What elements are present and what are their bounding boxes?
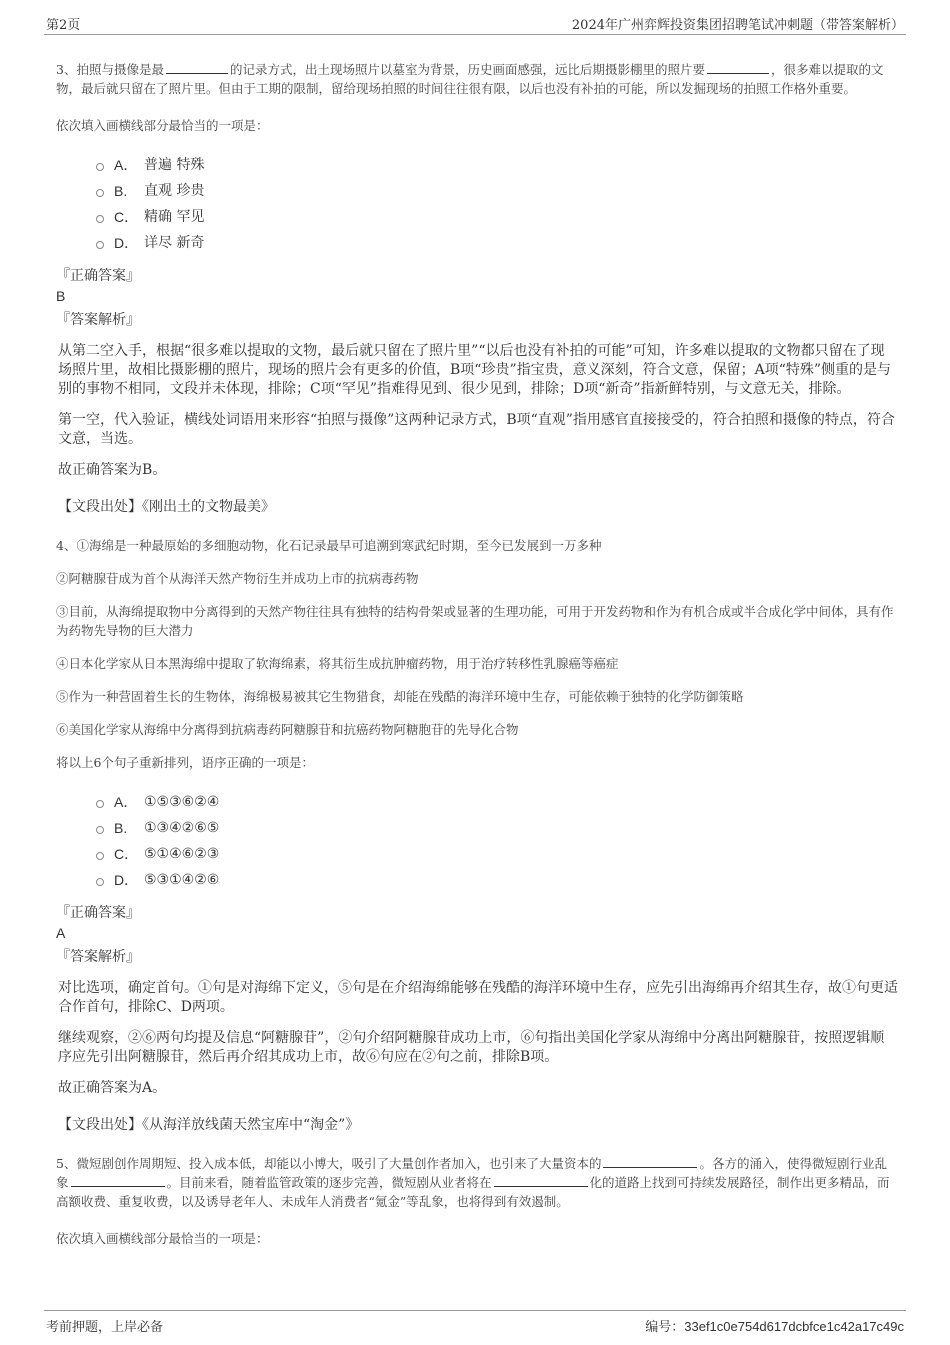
sentence: ⑥美国化学家从海绵中分离得到抗病毒药阿糖腺苷和抗癌药物阿糖胞苷的先导化合物: [56, 722, 519, 737]
radio-icon[interactable]: [96, 800, 104, 808]
radio-icon[interactable]: [96, 189, 104, 197]
option-a[interactable]: A． 普遍 特殊: [96, 152, 898, 178]
option-b[interactable]: B. ①③④②⑥⑤: [96, 815, 898, 841]
sentence: 4、①海绵是一种最原始的多细胞动物，化石记录最早可追溯到寒武纪时期，至今已发展到一万多种: [56, 538, 602, 553]
analysis-paragraph: 故正确答案为B。: [58, 462, 167, 478]
blank-line: [71, 1174, 165, 1187]
option-d[interactable]: D． ⑤③①④②⑥: [96, 867, 898, 893]
question-3-stem: 3、拍照与摄像是最 的记录方式，出土现场照片以墓室为背景，历史画面感强，远比后期摄影棚里的照片要 ，很多难以提取的文物，最后就只留在了照片里。但由于工期的限制，留给现场拍照的时间往往很有限，以后也没有补拍的可能，所以发掘现场的拍照工作格外重要。: [56, 62, 884, 96]
option-c[interactable]: C． ⑤①④⑥②③: [96, 841, 898, 867]
analysis-label: 『答案解析』: [56, 949, 140, 965]
blank-line: [707, 61, 769, 74]
analysis-paragraph: 从第二空入手，根据“很多难以提取的文物，最后就只留在了照片里”“以后也没有补拍的可能”可知，许多难以提取的文物都只留在了现场照片里，故相比摄影棚的照片，现场的照片会有更多的价值，B项“珍贵”指宝贵，意义深刻，符合文意，保留；A项“特殊”侧重的是与别的事物不相同，文段并未体现，排除；C项“罕见”指难得见到、很少见到，排除；D项“新奇”指新鲜特别，与文意无关，排除。: [58, 343, 892, 397]
option-d[interactable]: D． 详尽 新奇: [96, 230, 898, 256]
radio-icon[interactable]: [96, 826, 104, 834]
option-c[interactable]: C． 精确 罕见: [96, 204, 898, 230]
option-a[interactable]: A． ①⑤③⑥②④: [96, 789, 898, 815]
radio-icon[interactable]: [96, 215, 104, 223]
option-b[interactable]: B. 直观 珍贵: [96, 178, 898, 204]
document-body: [56, 60, 898, 1265]
analysis-paragraph: 故正确答案为A。: [58, 1080, 167, 1096]
analysis-paragraph: 继续观察，②⑥两句均提及信息“阿糖腺苷”，②句介绍阿糖腺苷成功上市，⑥句指出美国化学家从海绵中分离出阿糖腺苷，按照逻辑顺序应先引出阿糖腺苷，然后再介绍其成功上市，故⑥句应在②句之前，排除B项。: [58, 1030, 885, 1065]
footer-slogan: 考前押题，上岸必备: [46, 1320, 164, 1335]
blank-line: [166, 61, 228, 74]
answer-value: B: [56, 288, 66, 304]
question-4-ask: 将以上6个句子重新排列，语序正确的一项是：: [56, 755, 314, 770]
radio-icon[interactable]: [96, 852, 104, 860]
answer-label: 『正确答案』: [56, 905, 140, 921]
question-5-stem: 5、微短剧创作周期短、投入成本低，却能以小博大，吸引了大量创作者加入，也引来了大量资本的 。各方的涌入，使得微短剧行业乱象 。目前来看，随着监管政策的逐步完善，微短剧从业者将在 化的道路上找到可持续发展路径，制作出更多精品，而高额收费、重复收费，以及诱导老年人、未成年人消费者“氪金”等乱象，也将得到有效遏制。: [56, 1156, 890, 1209]
page-number: 第2页: [46, 18, 81, 33]
page-header: [44, 12, 906, 35]
question-3-options: [96, 152, 898, 256]
analysis-label: 『答案解析』: [56, 312, 140, 328]
radio-icon[interactable]: [96, 241, 104, 249]
radio-icon[interactable]: [96, 878, 104, 886]
page-footer: [44, 1310, 906, 1337]
answer-label: 『正确答案』: [56, 268, 140, 284]
source-line: 【文段出处】《从海洋放线菌天然宝库中“淘金”》: [58, 1117, 360, 1133]
question-3-ask: 依次填入画横线部分最恰当的一项是：: [56, 118, 269, 133]
analysis-paragraph: 对比选项，确定首句。①句是对海绵下定义，⑤句是在介绍海绵能够在残酷的海洋环境中生存，应先引出海绵再介绍其生存，故①句更适合作首句，排除C、D两项。: [58, 980, 898, 1015]
sentence: ③目前，从海绵提取物中分离得到的天然产物往往具有独特的结构骨架或显著的生理功能，可用于开发药物和作为有机合成或半合成化学中间体，具有作为药物先导物的巨大潜力: [56, 604, 894, 638]
document-title: 2024年广州弈辉投资集团招聘笔试冲刺题（带答案解析）: [571, 18, 904, 33]
radio-icon[interactable]: [96, 163, 104, 171]
blank-line: [603, 1155, 697, 1168]
question-5-ask: 依次填入画横线部分最恰当的一项是：: [56, 1231, 269, 1246]
answer-value: A: [56, 925, 66, 941]
blank-line: [494, 1174, 588, 1187]
sentence: ⑤作为一种营固着生长的生物体，海绵极易被其它生物猎食，却能在残酷的海洋环境中生存，可能依赖于独特的化学防御策略: [56, 689, 744, 704]
question-4-options: [96, 789, 898, 893]
document-code: 编号：33ef1c0e754d617dcbfce1c42a17c49c: [645, 1319, 904, 1335]
sentence: ②阿糖腺苷成为首个从海洋天然产物衍生并成功上市的抗病毒药物: [56, 571, 419, 586]
sentence: ④日本化学家从日本黑海绵中提取了软海绵素，将其衍生成抗肿瘤药物，用于治疗转移性乳腺癌等癌症: [56, 656, 619, 671]
analysis-paragraph: 第一空，代入验证，横线处词语用来形容“拍照与摄像”这两种记录方式，B项“直观”指用感官直接接受的，符合拍照和摄像的特点，符合文意，当选。: [58, 412, 895, 447]
source-line: 【文段出处】《刚出土的文物最美》: [58, 499, 275, 515]
